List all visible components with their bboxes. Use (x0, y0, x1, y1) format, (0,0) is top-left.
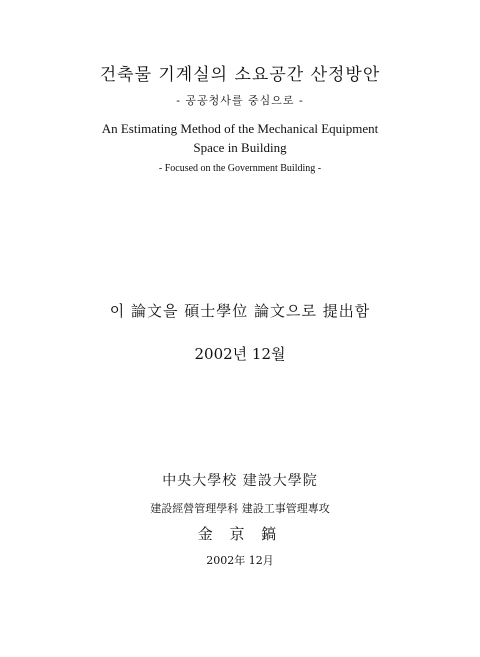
submission-statement: 이 論文을 碩士學位 論文으로 提出함 (109, 302, 371, 320)
thesis-title-korean: 건축물 기계실의 소요공간 산정방안 (99, 65, 381, 85)
thesis-title-english-line1: An Estimating Method of the Mechanical Equipment (101, 121, 379, 136)
submission-date-hanja: 2002年 12月 (206, 554, 274, 567)
university-name: 中央大學校 建設大學院 (162, 473, 318, 489)
thesis-title-english-line2: Space in Building (193, 140, 287, 155)
department-name: 建設經營管理學科 建設工事管理專攻 (150, 502, 330, 515)
thesis-subtitle-korean: - 공공청사를 중심으로 - (176, 94, 304, 107)
submission-date-korean: 2002년 12월 (194, 345, 286, 363)
author-name: 金 京 鎬 (197, 525, 283, 543)
thesis-subtitle-english: - Focused on the Government Building - (158, 163, 322, 174)
